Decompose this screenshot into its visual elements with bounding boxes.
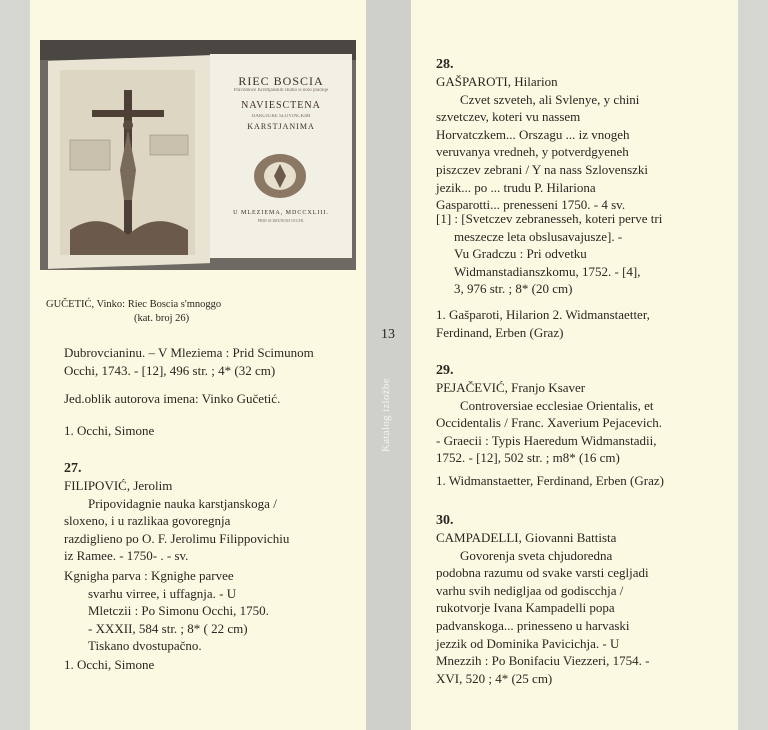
entry-28-subjects	[436, 306, 650, 341]
text-line: Pripovidagnie nauka karstjanskoga /	[88, 495, 277, 511]
entry-29-subject: 1. Widmanstaetter, Ferdinand, Erben (Graz)	[436, 473, 664, 488]
text-line: podobna razumu od svake varsti cegljadi	[436, 565, 649, 581]
title-page-imprint2: PRID SCIMUNOM OCCHI.	[257, 218, 305, 223]
entry-author: FILIPOVIĆ, Jerolim	[64, 478, 173, 493]
title-page-imprint: U MLEZIEMA, MDCCXLIII.	[233, 210, 329, 216]
text-line: jezzik od Dominika Pavicichja. - U	[436, 635, 620, 651]
text-line: Govorenja sveta chjudoredna	[460, 547, 613, 563]
entry-26-note: Jed.oblik autorova imena: Vinko Gučetić.	[64, 391, 281, 406]
text-line: Controversiae ecclesiae Orientalis, et	[460, 397, 654, 413]
entry-27	[64, 460, 289, 565]
text-line: jezik... po ... trudu P. Hilariona	[436, 179, 596, 195]
crucifix-illustration	[60, 70, 195, 255]
entry-30	[436, 512, 649, 687]
text-line: svarhu virree, i uffagnja. - U	[88, 585, 237, 601]
text-line: Dubrovcianinu. – V Mleziema : Prid Scimunom	[64, 345, 314, 360]
entry-29	[436, 362, 662, 467]
text-line: Widmanstadianszkomu, 1752. - [4],	[454, 263, 641, 279]
entry-27-subject: 1. Occhi, Simone	[64, 657, 155, 672]
title-page-title2: NAVIESCTENA	[241, 100, 321, 111]
caption-line1: GUČETIĆ, Vinko: Riec Boscia s'mnoggo	[46, 299, 222, 310]
text-line: sloxeno, i u razlikaa govoregnja	[64, 513, 231, 529]
text-line: Gasparotti... prenesseni 1750. - 4 sv.	[436, 197, 626, 213]
book-gutter	[366, 0, 411, 730]
entry-number: 27.	[64, 461, 82, 476]
entry-28-volume	[436, 210, 662, 298]
entry-number: 28.	[436, 57, 454, 72]
entry-author: CAMPADELLI, Giovanni Battista	[436, 530, 617, 545]
text-line: Kgnigha parva : Kgnighe parvee	[64, 568, 234, 583]
text-line: veruvanya vredneh, y potverdgyeneh	[436, 144, 629, 160]
page-edge-left	[0, 0, 30, 730]
ornament-vignette	[250, 148, 310, 203]
text-line: 1752. - [12], 502 str. ; m8* (16 cm)	[436, 450, 620, 466]
text-line: padvanskoga... prinesseno u harvaski	[436, 617, 630, 633]
text-line: szvetczev, koteri vu nassem	[436, 109, 581, 125]
text-line: XVI, 520 ; 4* (25 cm)	[436, 670, 553, 686]
text-line: [1] : [Svetczev zebranesseh, koteri perve tri	[436, 211, 663, 226]
text-line: Vu Gradczu : Pri odvetku	[454, 246, 587, 262]
entry-author: PEJAČEVIĆ, Franjo Ksaver	[436, 380, 586, 395]
text-line: piszczev zebrani / Y na nass Szlovenszki	[436, 161, 649, 177]
title-page-subtitle: Pravomoce Krrsttjanskih studiò is nolo praolije	[233, 88, 329, 93]
text-line: - XXXII, 584 str. ; 8* ( 22 cm)	[88, 620, 248, 636]
side-caption: Katalog izložbe	[380, 378, 392, 452]
page-edge-right	[738, 0, 768, 730]
photo-caption	[46, 298, 346, 326]
entry-number: 29.	[436, 363, 454, 378]
text-line: rukotvorje Ivana Kampadelli popa	[436, 600, 615, 616]
text-line: Horvatczkem... Orszagu ... iz vnogeh	[436, 126, 630, 142]
title-page-sub2: DARUJURE SLOVINCKIM	[251, 114, 311, 119]
text-line: Mnezzih : Po Bonifaciu Viezzeri, 1754. -	[436, 653, 650, 669]
entry-number: 30.	[436, 513, 454, 528]
text-line: Czvet szveteh, ali Svlenye, y chini	[460, 91, 640, 107]
text-line: - Graecii : Typis Haeredum Widmanstadii,	[436, 432, 657, 448]
entry-26-subject: 1. Occhi, Simone	[64, 423, 155, 438]
entry-27-volume	[64, 567, 269, 655]
text-line: Tiskano dvostupačno.	[88, 638, 202, 654]
title-page-title: RIEC BOSCIA	[238, 74, 324, 88]
text-line: varhu svih nedigljaa od godiscchja /	[436, 582, 624, 598]
caption-line2: (kat. broj 26)	[134, 313, 190, 324]
text-line: meszecze leta obslusavajusze]. -	[454, 228, 623, 244]
text-line: Ferdinand, Erben (Graz)	[436, 324, 564, 340]
text-line: 3, 976 str. ; 8* (20 cm)	[454, 281, 573, 297]
page-number: 13	[381, 327, 395, 342]
text-line: Mletczii : Po Simonu Occhi, 1750.	[88, 603, 269, 619]
text-line: iz Ramee. - 1750- . - sv.	[64, 548, 189, 564]
text-line: Occidentalis / Franc. Xaverium Pejacevich.	[436, 415, 662, 431]
entry-26-continuation	[64, 344, 314, 379]
text-line: Occhi, 1743. - [12], 496 str. ; 4* (32 cm)	[64, 362, 276, 378]
text-line: 1. Gašparoti, Hilarion 2. Widmanstaetter,	[436, 307, 650, 322]
book-photo	[40, 40, 356, 270]
entry-author: GAŠPAROTI, Hilarion	[436, 74, 558, 89]
entry-28	[436, 56, 648, 214]
text-line: razdiglieno po O. F. Jerolimu Filippovichiu	[64, 530, 290, 546]
title-page-title3: KARSTJANIMA	[247, 122, 315, 131]
